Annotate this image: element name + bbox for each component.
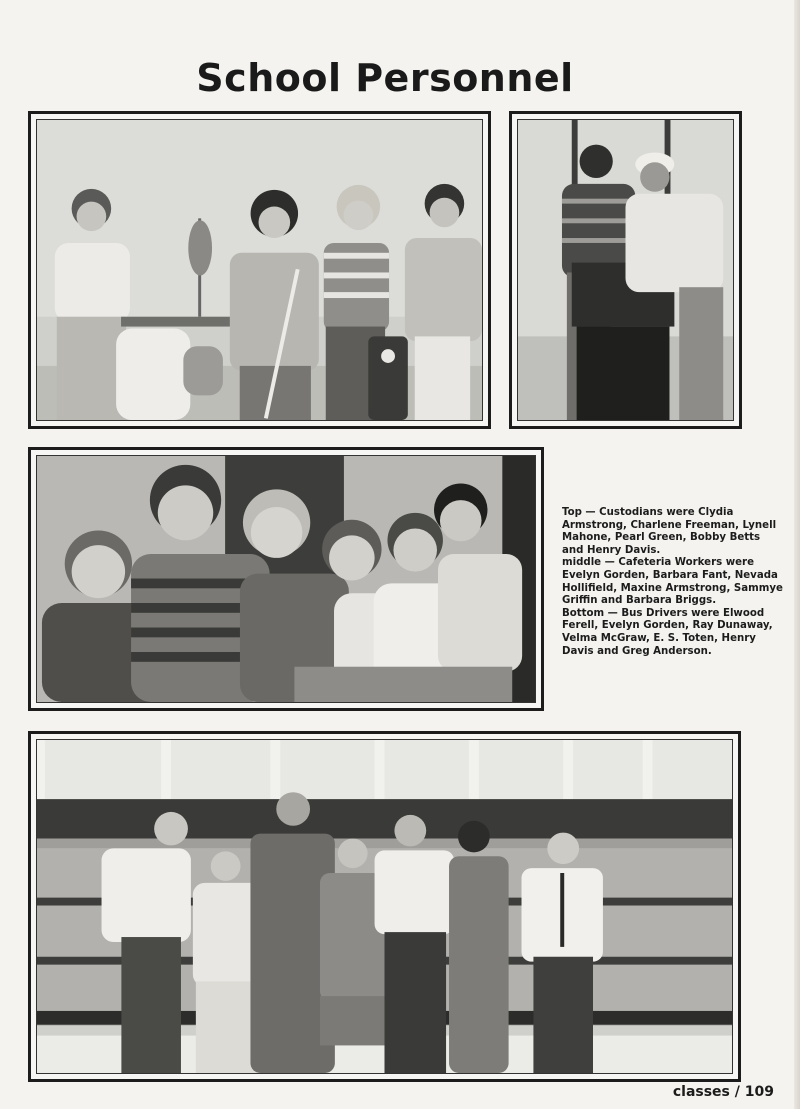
photo-custodians-men: [509, 111, 742, 429]
folio-page-number: 109: [744, 1084, 774, 1100]
photo-bus-drivers-image: [37, 740, 732, 1073]
photo-custodians-women-image: [37, 120, 482, 420]
folio-section: classes: [672, 1084, 730, 1100]
page-folio: [673, 1084, 774, 1100]
photo-custodians-women: [28, 111, 491, 429]
page-title: School Personnel: [196, 56, 574, 100]
folio-separator: /: [729, 1084, 745, 1100]
photo-bus-drivers: [28, 731, 741, 1082]
caption-top: Top — Custodians were Clydia Armstrong, Charlene Freeman, Lynell Mahone, Pearl Green, Bobby Betts and Henry Davis.: [562, 507, 777, 556]
photo-cafeteria-workers-image: [37, 456, 535, 702]
page-edge-shadow: [794, 0, 800, 1109]
photo-custodians-men-image: [518, 120, 733, 420]
photo-caption: [562, 507, 784, 658]
photo-cafeteria-workers: [28, 447, 544, 711]
caption-bottom: Bottom — Bus Drivers were Elwood Ferell, Evelyn Gorden, Ray Dunaway, Velma McGraw, E. S. Toten, Henry Davis and Greg Anderson.: [562, 607, 773, 657]
caption-middle: middle — Cafeteria Workers were Evelyn Gorden, Barbara Fant, Nevada Hollifield, Maxine Armstrong, Sammye Griffin and Barbara Briggs.: [562, 557, 783, 607]
